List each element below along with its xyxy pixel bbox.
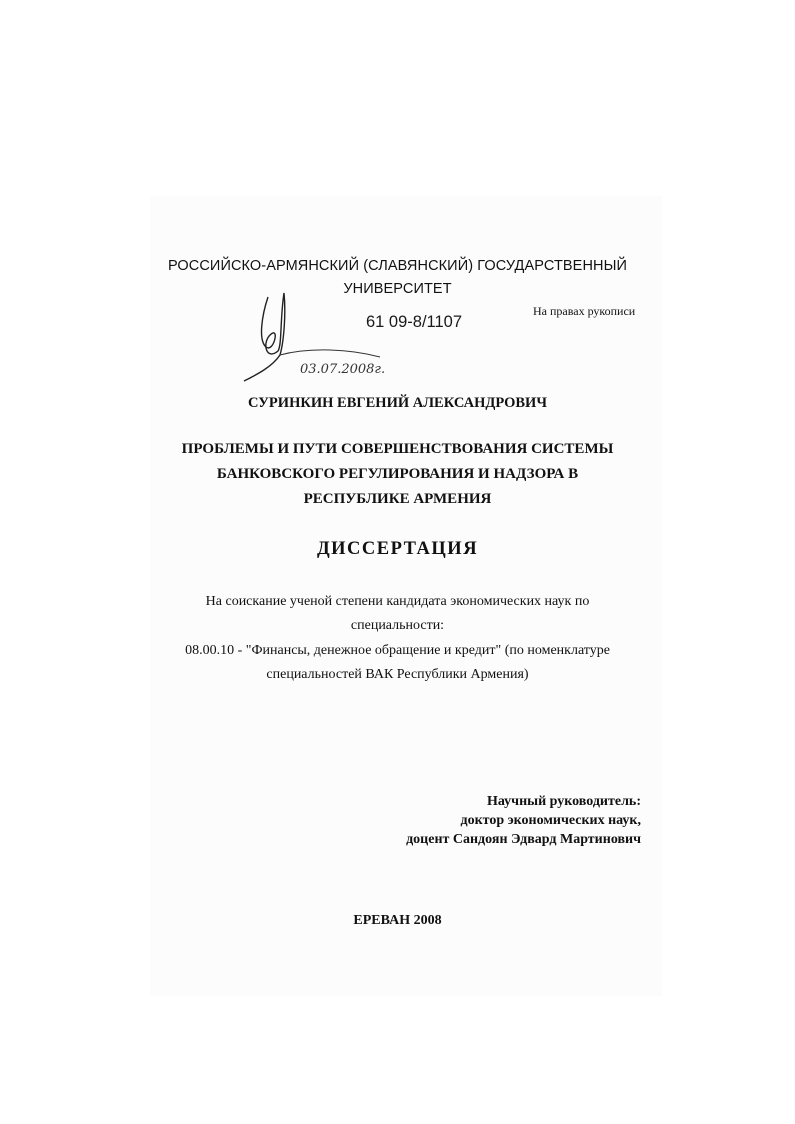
university-name-line1: РОССИЙСКО-АРМЯНСКИЙ (СЛАВЯНСКИЙ) ГОСУДАРСТВЕННЫЙ (167, 258, 628, 274)
title-line3: РЕСПУБЛИКЕ АРМЕНИЯ (303, 491, 492, 507)
title-line2: БАНКОВСКОГО РЕГУЛИРОВАНИЯ И НАДЗОРА В (216, 466, 579, 482)
degree-line2: специальности: (350, 618, 445, 633)
city-year: ЕРЕВАН 2008 (353, 913, 442, 928)
document-type: ДИССЕРТАЦИЯ (316, 539, 479, 559)
supervisor-name: доцент Сандоян Эдвард Мартинович (406, 832, 641, 847)
degree-line3: 08.00.10 - "Финансы, денежное обращение и кредит" (по номенклатуре (185, 643, 610, 658)
title-line1: ПРОБЛЕМЫ И ПУТИ СОВЕРШЕНСТВОВАНИЯ СИСТЕМЫ (181, 441, 614, 457)
degree-line1: На соискание ученой степени кандидата экономических наук по (205, 594, 590, 609)
supervisor-block (406, 792, 641, 849)
university-name-line2: УНИВЕРСИТЕТ (343, 281, 452, 297)
supervisor-label: Научный руководитель: (487, 794, 641, 809)
degree-line4: специальностей ВАК Республики Армения) (266, 667, 529, 682)
handwritten-signature (240, 285, 480, 385)
author-name: СУРИНКИН ЕВГЕНИЙ АЛЕКСАНДРОВИЧ (248, 395, 547, 411)
registration-number-stamp: 61 09-8/1107 (366, 313, 463, 331)
manuscript-rights-note: На правах рукописи (533, 304, 636, 318)
handwritten-date: 03.07.2008г. (300, 362, 386, 377)
supervisor-degree: доктор экономических наук, (460, 813, 641, 828)
